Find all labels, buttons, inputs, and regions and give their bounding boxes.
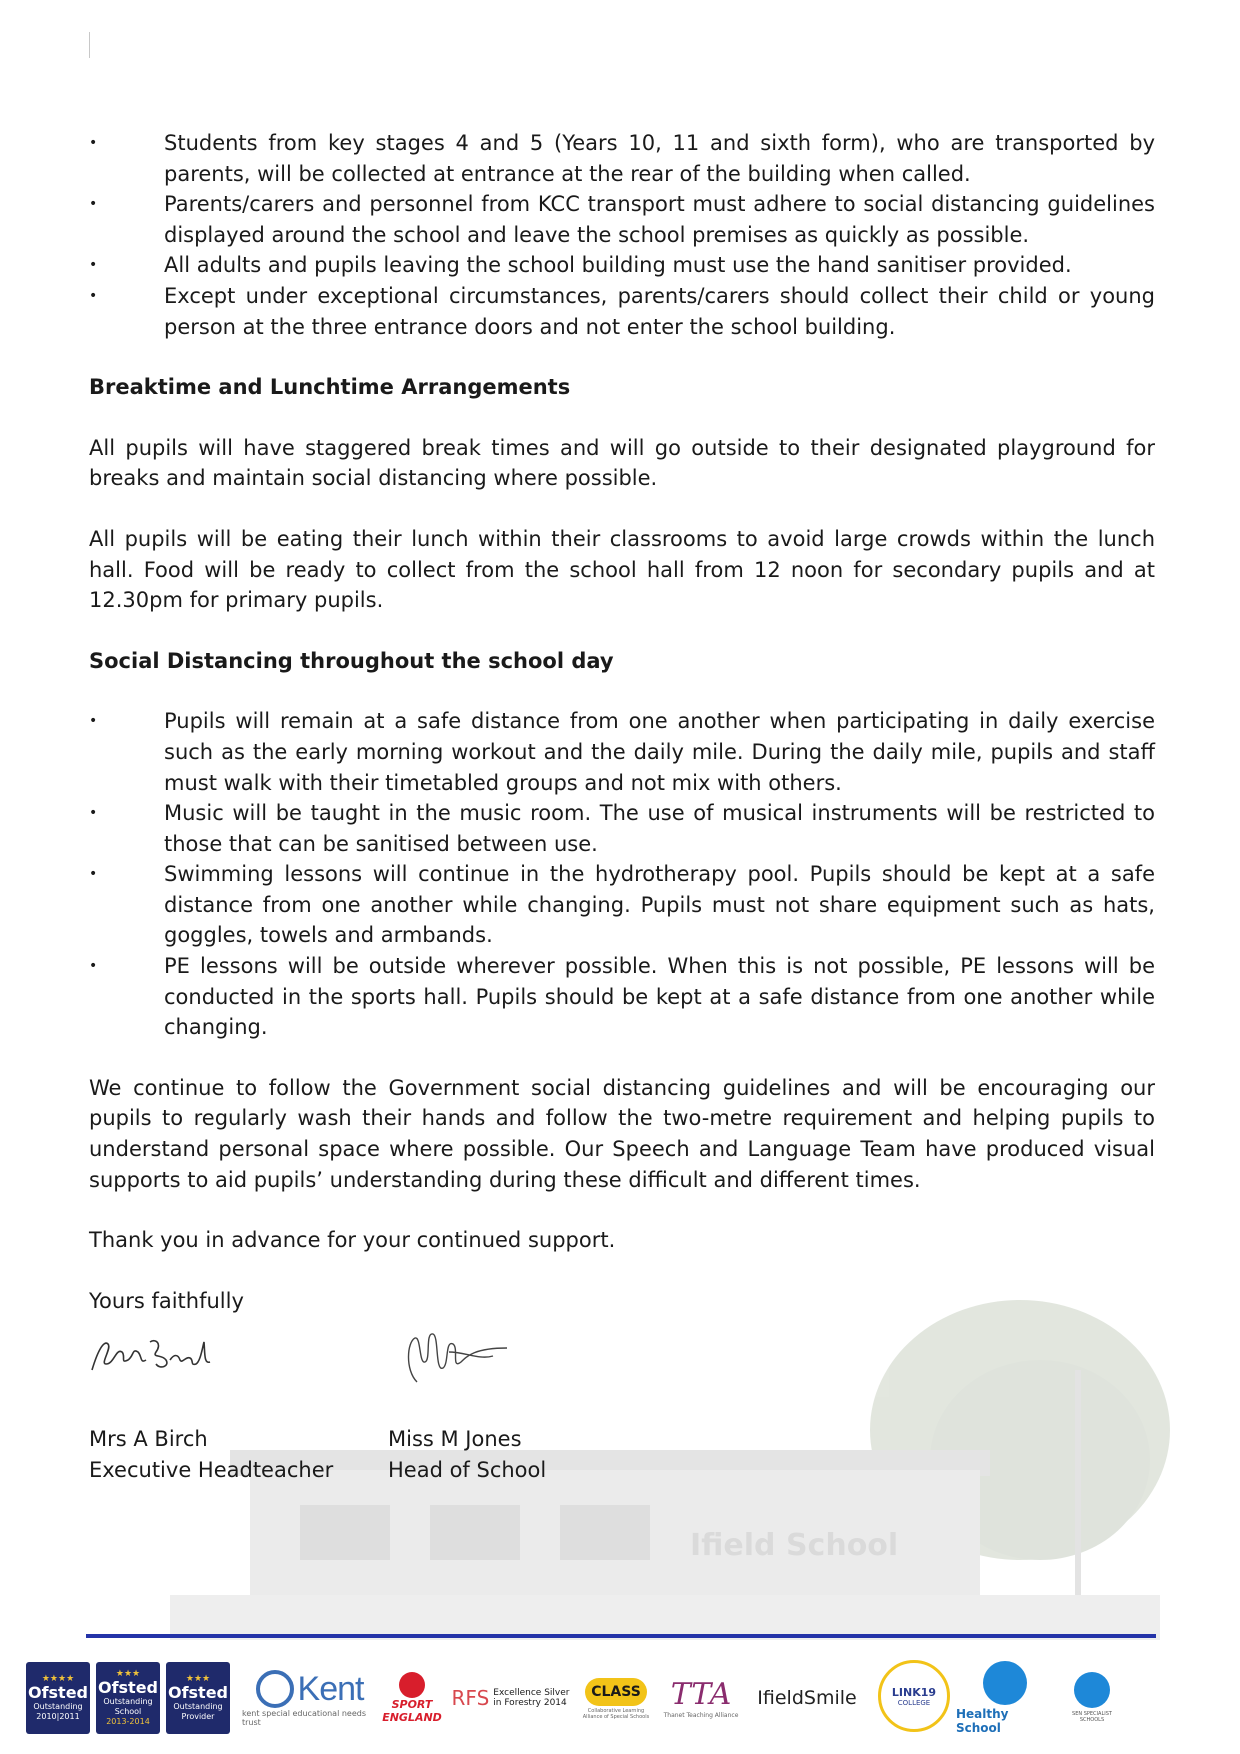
logo-text: in Forestry 2014: [493, 1698, 567, 1708]
logo-text: SEN SPECIALIST: [1072, 1710, 1112, 1717]
tta-logo: [656, 1662, 746, 1734]
logo-text: Outstanding: [103, 1696, 153, 1706]
healthy-school-figures-icon: [983, 1661, 1027, 1705]
sport-england-logo: [382, 1658, 442, 1738]
section-heading-social-distancing: Social Distancing throughout the school day: [89, 648, 614, 673]
sport-england-mark-icon: [399, 1672, 425, 1698]
class-logo: [582, 1666, 650, 1732]
list-item: [89, 250, 1155, 281]
signature-birch: [86, 1330, 216, 1380]
letter-body: [89, 128, 1155, 1316]
logo-text: ENGLAND: [382, 1711, 442, 1724]
kent-logo: [242, 1668, 377, 1728]
list-item-text: All adults and pupils leaving the school building must use the hand sanitiser provided.: [164, 253, 1072, 278]
list-item-text: PE lessons will be outside wherever possible. When this is not possible, PE lessons will be conducted in the sports hall. Pupils should be kept at a safe distance from one another while changing.: [164, 954, 1155, 1040]
bullet-glyph: •: [89, 958, 98, 975]
logo-text: Excellence Silver: [493, 1688, 570, 1698]
logo-text: School: [114, 1706, 142, 1716]
logo-text: Ofsted: [167, 1682, 229, 1702]
bullet-glyph: •: [89, 713, 98, 730]
healthy-school-logo: [956, 1658, 1054, 1738]
stars-icon: ★★★: [115, 1668, 141, 1679]
bullet-glyph: •: [89, 866, 98, 883]
list-item-text: Parents/carers and personnel from KCC transport must adhere to social distancing guidelines displayed around the school and leave the school premises as quickly as possible.: [164, 192, 1155, 247]
logo-text: CLASS: [585, 1678, 647, 1706]
logo-text: 2013-2014: [106, 1716, 150, 1726]
page-edge-marker: [89, 32, 90, 58]
sign-off: Yours faithfully: [89, 1288, 244, 1313]
ifieldsmile-logo: [752, 1676, 862, 1720]
list-item-text: Students from key stages 4 and 5 (Years 10, 11 and sixth form), who are transported by parents, will be collected at entrance at the rear of the building when called.: [164, 131, 1155, 186]
list-item: [89, 951, 1155, 1043]
signatory-title: Head of School: [388, 1457, 547, 1482]
rfs-logo: [448, 1678, 573, 1718]
arrival-bullets: [89, 128, 1155, 342]
logo-text: Ofsted: [27, 1682, 89, 1702]
list-item: [89, 189, 1155, 250]
list-item-text: Pupils will remain at a safe distance from one another when participating in daily exercise such as the early morning workout and the daily mile. During the daily mile, pupils and staff must walk with their timetabled groups and not mix with others.: [164, 709, 1155, 795]
signatory-2: [388, 1424, 546, 1485]
sen-figures-icon: [1074, 1672, 1110, 1708]
signatory-name: Miss M Jones: [388, 1427, 522, 1451]
distancing-bullets: [89, 706, 1155, 1043]
list-item-text: Swimming lessons will continue in the hydrotherapy pool. Pupils should be kept at a safe distance from one another while changing. Pupils must not share equipment such as hats, goggles, towels and armbands.: [164, 862, 1155, 948]
building-window: [300, 1505, 390, 1560]
lamp-post: [1075, 1370, 1081, 1595]
stars-icon: ★★★★: [41, 1673, 75, 1684]
footer-rule: [86, 1634, 1156, 1638]
bullet-glyph: •: [89, 257, 98, 274]
list-item: [89, 859, 1155, 951]
signatory-1: [89, 1424, 333, 1485]
logo-text: SPORT: [391, 1698, 433, 1711]
building-window: [560, 1505, 650, 1560]
signature-jones: [395, 1322, 515, 1392]
link19-college-logo: [878, 1660, 950, 1732]
bullet-glyph: •: [89, 196, 98, 213]
bullet-glyph: •: [89, 805, 98, 822]
ofsted-logo-2010: [26, 1662, 90, 1734]
watermark-school-sign: Ifield School: [690, 1528, 899, 1563]
logo-text: LINK19: [891, 1685, 937, 1699]
logo-text: IfieldSmile: [757, 1687, 857, 1709]
bullet-glyph: •: [89, 287, 98, 304]
logo-text: RFS: [451, 1686, 490, 1710]
list-item: [89, 706, 1155, 798]
paragraph-lunch: All pupils will be eating their lunch within their classrooms to avoid large crowds within the lunch hall. Food will be ready to collect from the school hall from 12 noon for secondary pupils and at 12.30pm for primary pupils.: [89, 526, 1155, 613]
kent-mark-icon: [256, 1670, 294, 1708]
logo-text: 2010|2011: [36, 1711, 80, 1721]
signatory-name: Mrs A Birch: [89, 1427, 208, 1451]
list-item: [89, 128, 1155, 189]
logo-text: Outstanding: [33, 1701, 83, 1711]
list-item-text: Music will be taught in the music room. The use of musical instruments will be restricted to those that can be sanitised between use.: [164, 801, 1155, 856]
sen-specialist-schools-logo: [1060, 1656, 1124, 1738]
logo-text: Outstanding: [173, 1701, 223, 1711]
ofsted-logo-2013: [96, 1662, 160, 1734]
list-item: [89, 798, 1155, 859]
paragraph-government-guidelines: We continue to follow the Government social distancing guidelines and will be encouraging our pupils to regularly wash their hands and follow the two-metre requirement and helping pupils to understand personal space where possible. Our Speech and Language Team have produced visual supports to aid pupils’ understanding during these difficult and different times.: [89, 1075, 1155, 1192]
logo-text: Kent: [297, 1669, 364, 1708]
footer-logos: [26, 1648, 1216, 1748]
paragraph-break-times: All pupils will have staggered break times and will go outside to their designated playground for breaks and maintain social distancing where possible.: [89, 435, 1155, 491]
logo-text: Collaborative Learning Alliance of Special Schools: [582, 1708, 650, 1720]
paragraph-thanks: Thank you in advance for your continued support.: [89, 1228, 616, 1253]
section-heading-break-lunch: Breaktime and Lunchtime Arrangements: [89, 375, 571, 400]
list-item: [89, 281, 1155, 342]
logo-text: SCHOOLS: [1079, 1716, 1105, 1723]
logo-text: Provider: [181, 1711, 215, 1721]
signatory-title: Executive Headteacher: [89, 1457, 334, 1482]
list-item-text: Except under exceptional circumstances, parents/carers should collect their child or young person at the three entrance doors and not enter the school building.: [164, 283, 1155, 339]
logo-text: Healthy School: [956, 1707, 1009, 1735]
logo-text: COLLEGE: [897, 1698, 931, 1707]
building-window: [430, 1505, 520, 1560]
bullet-glyph: •: [89, 135, 98, 151]
ofsted-logo-provider: [166, 1662, 230, 1734]
logo-text: Ofsted: [97, 1677, 159, 1697]
logo-text: Thanet Teaching Alliance: [663, 1712, 739, 1719]
logo-text: TTA: [670, 1677, 732, 1712]
logo-text: kent special educational needs trust: [242, 1708, 366, 1727]
stars-icon: ★★★: [185, 1673, 211, 1684]
